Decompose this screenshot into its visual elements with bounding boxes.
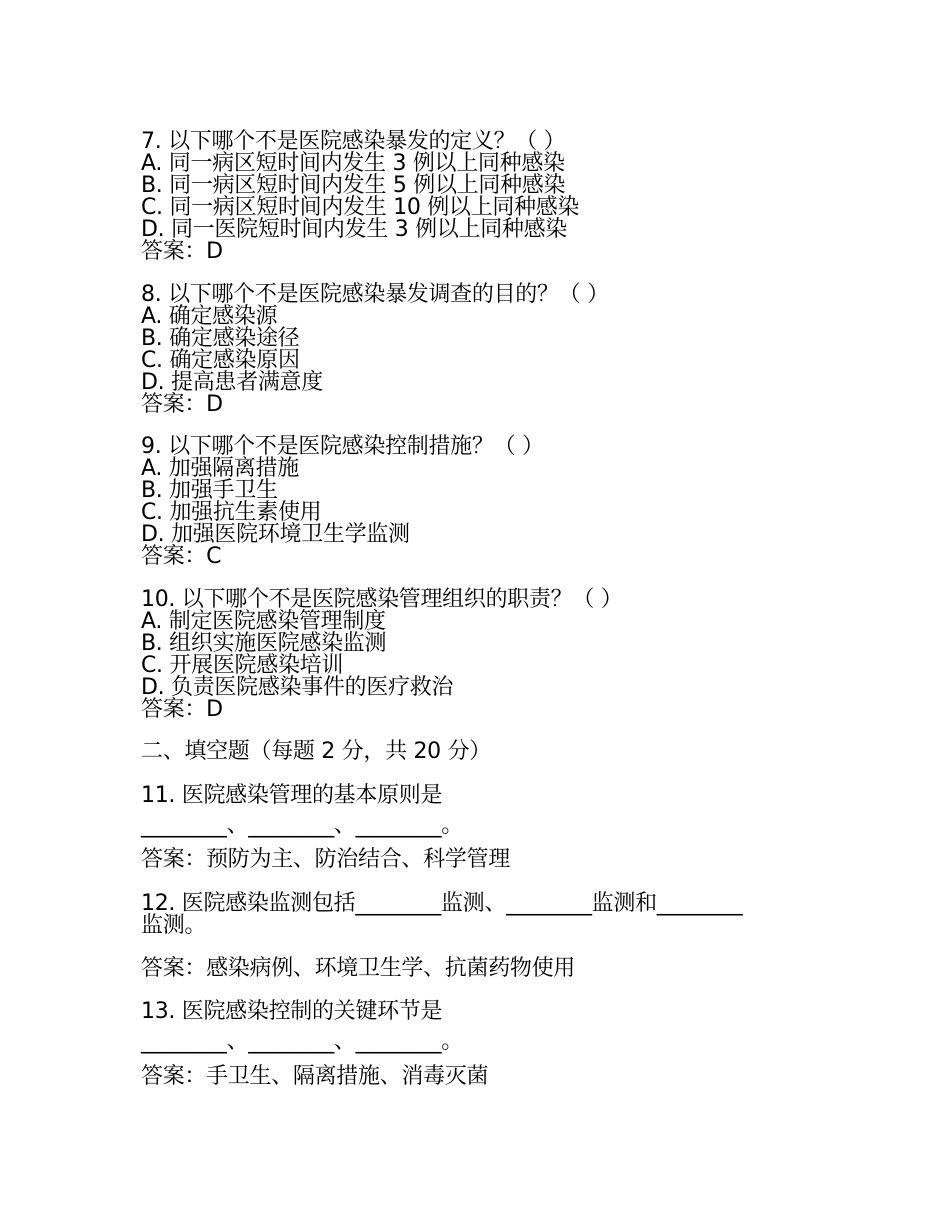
question-7-option-c: C. 同一病区短时间内发生 10 例以上同种感染 — [141, 195, 580, 220]
question-7-option-b: B. 同一病区短时间内发生 5 例以上同种感染 — [141, 173, 566, 198]
question-7-option-a: A. 同一病区短时间内发生 3 例以上同种感染 — [141, 151, 565, 176]
question-13-blanks: ________、________、________。 — [141, 1029, 463, 1054]
question-10-option-b: B. 组织实施医院感染监测 — [141, 631, 387, 656]
question-8-option-d: D. 提高患者满意度 — [141, 370, 323, 395]
question-9-option-a: A. 加强隔离措施 — [141, 456, 299, 481]
question-8: 8. 以下哪个不是医院感染暴发调查的目的？（ ） — [141, 282, 609, 307]
question-8-option-b: B. 确定感染途径 — [141, 326, 300, 351]
question-9-option-b: B. 加强手卫生 — [141, 478, 278, 503]
question-10-option-c: C. 开展医院感染培训 — [141, 653, 344, 678]
question-11: 11. 医院感染管理的基本原则是 — [141, 783, 443, 808]
question-8-option-c: C. 确定感染原因 — [141, 348, 300, 373]
question-10: 10. 以下哪个不是医院感染管理组织的职责？（ ） — [141, 587, 623, 612]
question-13: 13. 医院感染控制的关键环节是 — [141, 999, 443, 1024]
question-10-option-a: A. 制定医院感染管理制度 — [141, 609, 386, 634]
question-9-answer: 答案：C — [141, 544, 222, 569]
question-10-answer: 答案：D — [141, 697, 223, 722]
question-9-option-c: C. 加强抗生素使用 — [141, 500, 322, 525]
question-11-blanks: ________、________、________。 — [141, 813, 463, 838]
question-9: 9. 以下哪个不是医院感染控制措施？（ ） — [141, 434, 544, 459]
question-12-line-2: 监测。 — [141, 913, 207, 938]
question-12-answer: 答案：感染病例、环境卫生学、抗菌药物使用 — [141, 956, 576, 981]
question-8-option-a: A. 确定感染源 — [141, 304, 278, 329]
question-8-answer: 答案：D — [141, 392, 223, 417]
question-10-option-d: D. 负责医院感染事件的医疗救治 — [141, 675, 454, 700]
question-11-answer: 答案：预防为主、防治结合、科学管理 — [141, 847, 510, 872]
section-2-heading: 二、填空题（每题 2 分，共 20 分） — [141, 739, 491, 764]
question-13-answer: 答案：手卫生、隔离措施、消毒灭菌 — [141, 1064, 489, 1089]
question-7-option-d: D. 同一医院短时间内发生 3 例以上同种感染 — [141, 217, 568, 242]
question-12-line-1: 12. 医院感染监测包括________监测、________监测和________ — [141, 891, 743, 916]
question-7-answer: 答案：D — [141, 239, 223, 264]
question-9-option-d: D. 加强医院环境卫生学监测 — [141, 522, 410, 547]
question-7: 7. 以下哪个不是医院感染暴发的定义？（ ） — [141, 129, 566, 154]
